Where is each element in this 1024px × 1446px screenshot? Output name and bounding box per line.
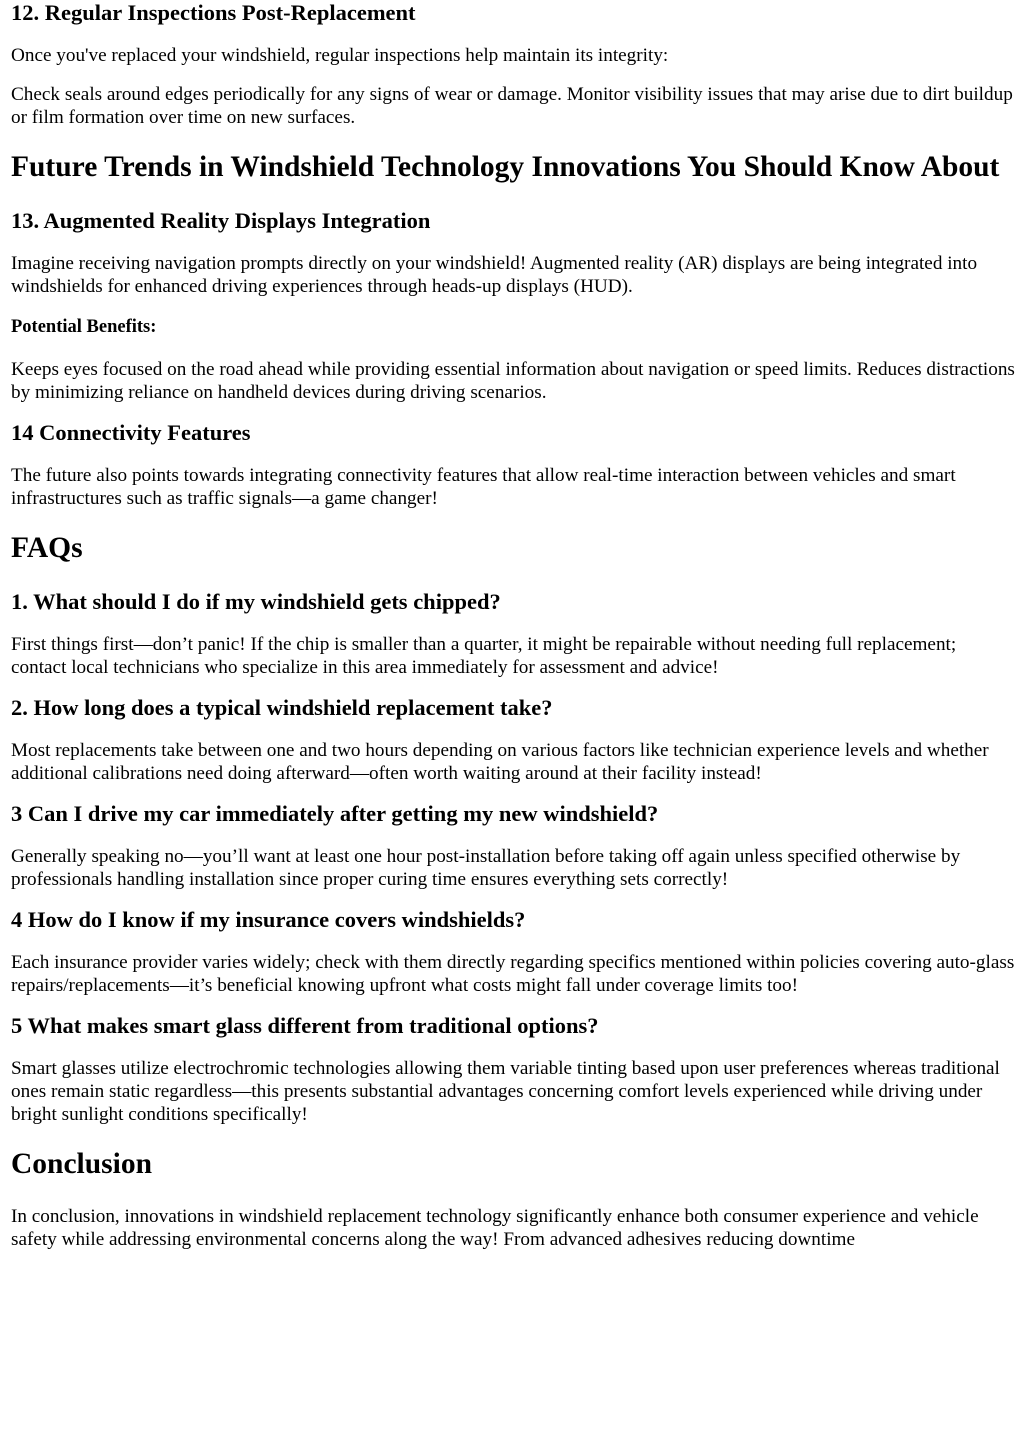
section-heading-faqs: FAQs	[11, 532, 83, 564]
faq-answer: Each insurance provider varies widely; check with them directly regarding specifics mentioned within policies covering auto-glass repairs/replacements—it’s beneficial knowing upfront what costs might fall under coverage limits too!	[11, 952, 1015, 996]
paragraph-inspections-intro: Once you've replaced your windshield, regular inspections help maintain its integrity:	[11, 45, 669, 66]
section-heading-future-trends: Future Trends in Windshield Technology Innovations You Should Know About	[11, 151, 1000, 183]
section-heading-conclusion: Conclusion	[11, 1148, 152, 1180]
article-content	[11, 0, 1016, 1267]
section-heading-ar-displays: 13. Augmented Reality Displays Integration	[11, 208, 431, 233]
faq-question: 2. How long does a typical windshield replacement take?	[11, 695, 553, 720]
faq-question: 5 What makes smart glass different from traditional options?	[11, 1013, 599, 1038]
subheading-potential-benefits: Potential Benefits:	[11, 317, 157, 337]
faq-question: 3 Can I drive my car immediately after getting my new windshield?	[11, 801, 659, 826]
paragraph-connectivity: The future also points towards integrating connectivity features that allow real-time interaction between vehicles and smart infrastructures such as traffic signals—a game changer!	[11, 465, 956, 509]
faq-question: 4 How do I know if my insurance covers windshields?	[11, 907, 526, 932]
faq-question: 1. What should I do if my windshield gets chipped?	[11, 589, 501, 614]
paragraph-ar-displays: Imagine receiving navigation prompts directly on your windshield! Augmented reality (AR) displays are being integrated into windshields for enhanced driving experiences through heads-up displays (HUD).	[11, 253, 978, 297]
paragraph-inspections-body: Check seals around edges periodically for any signs of wear or damage. Monitor visibility issues that may arise due to dirt buildup or film formation over time on new surfaces.	[11, 84, 1013, 128]
paragraph-potential-benefits: Keeps eyes focused on the road ahead while providing essential information about navigation or speed limits. Reduces distractions by minimizing reliance on handheld devices during driving scenarios.	[11, 359, 1015, 403]
section-heading-inspections: 12. Regular Inspections Post-Replacement	[11, 0, 416, 25]
faq-answer: Smart glasses utilize electrochromic technologies allowing them variable tinting based upon user preferences whereas traditional ones remain static regardless—this presents substantial advantages concerning comfort levels experienced while driving under bright sunlight conditions specifically!	[11, 1058, 1000, 1125]
section-heading-connectivity: 14 Connectivity Features	[11, 420, 251, 445]
paragraph-conclusion: In conclusion, innovations in windshield replacement technology significantly enhance both consumer experience and vehicle safety while addressing environmental concerns along the way! From advanced adhesives reducing downtime	[11, 1206, 979, 1250]
faq-answer: First things first—don’t panic! If the chip is smaller than a quarter, it might be repairable without needing full replacement; contact local technicians who specialize in this area immediately for assessment and advice!	[11, 634, 957, 678]
faq-answer: Generally speaking no—you’ll want at least one hour post-installation before taking off again unless specified otherwise by professionals handling installation since proper curing time ensures everything sets correctly!	[11, 846, 961, 890]
faq-answer: Most replacements take between one and two hours depending on various factors like technician experience levels and whether additional calibrations need doing afterward—often worth waiting around at their facility instead!	[11, 740, 989, 784]
